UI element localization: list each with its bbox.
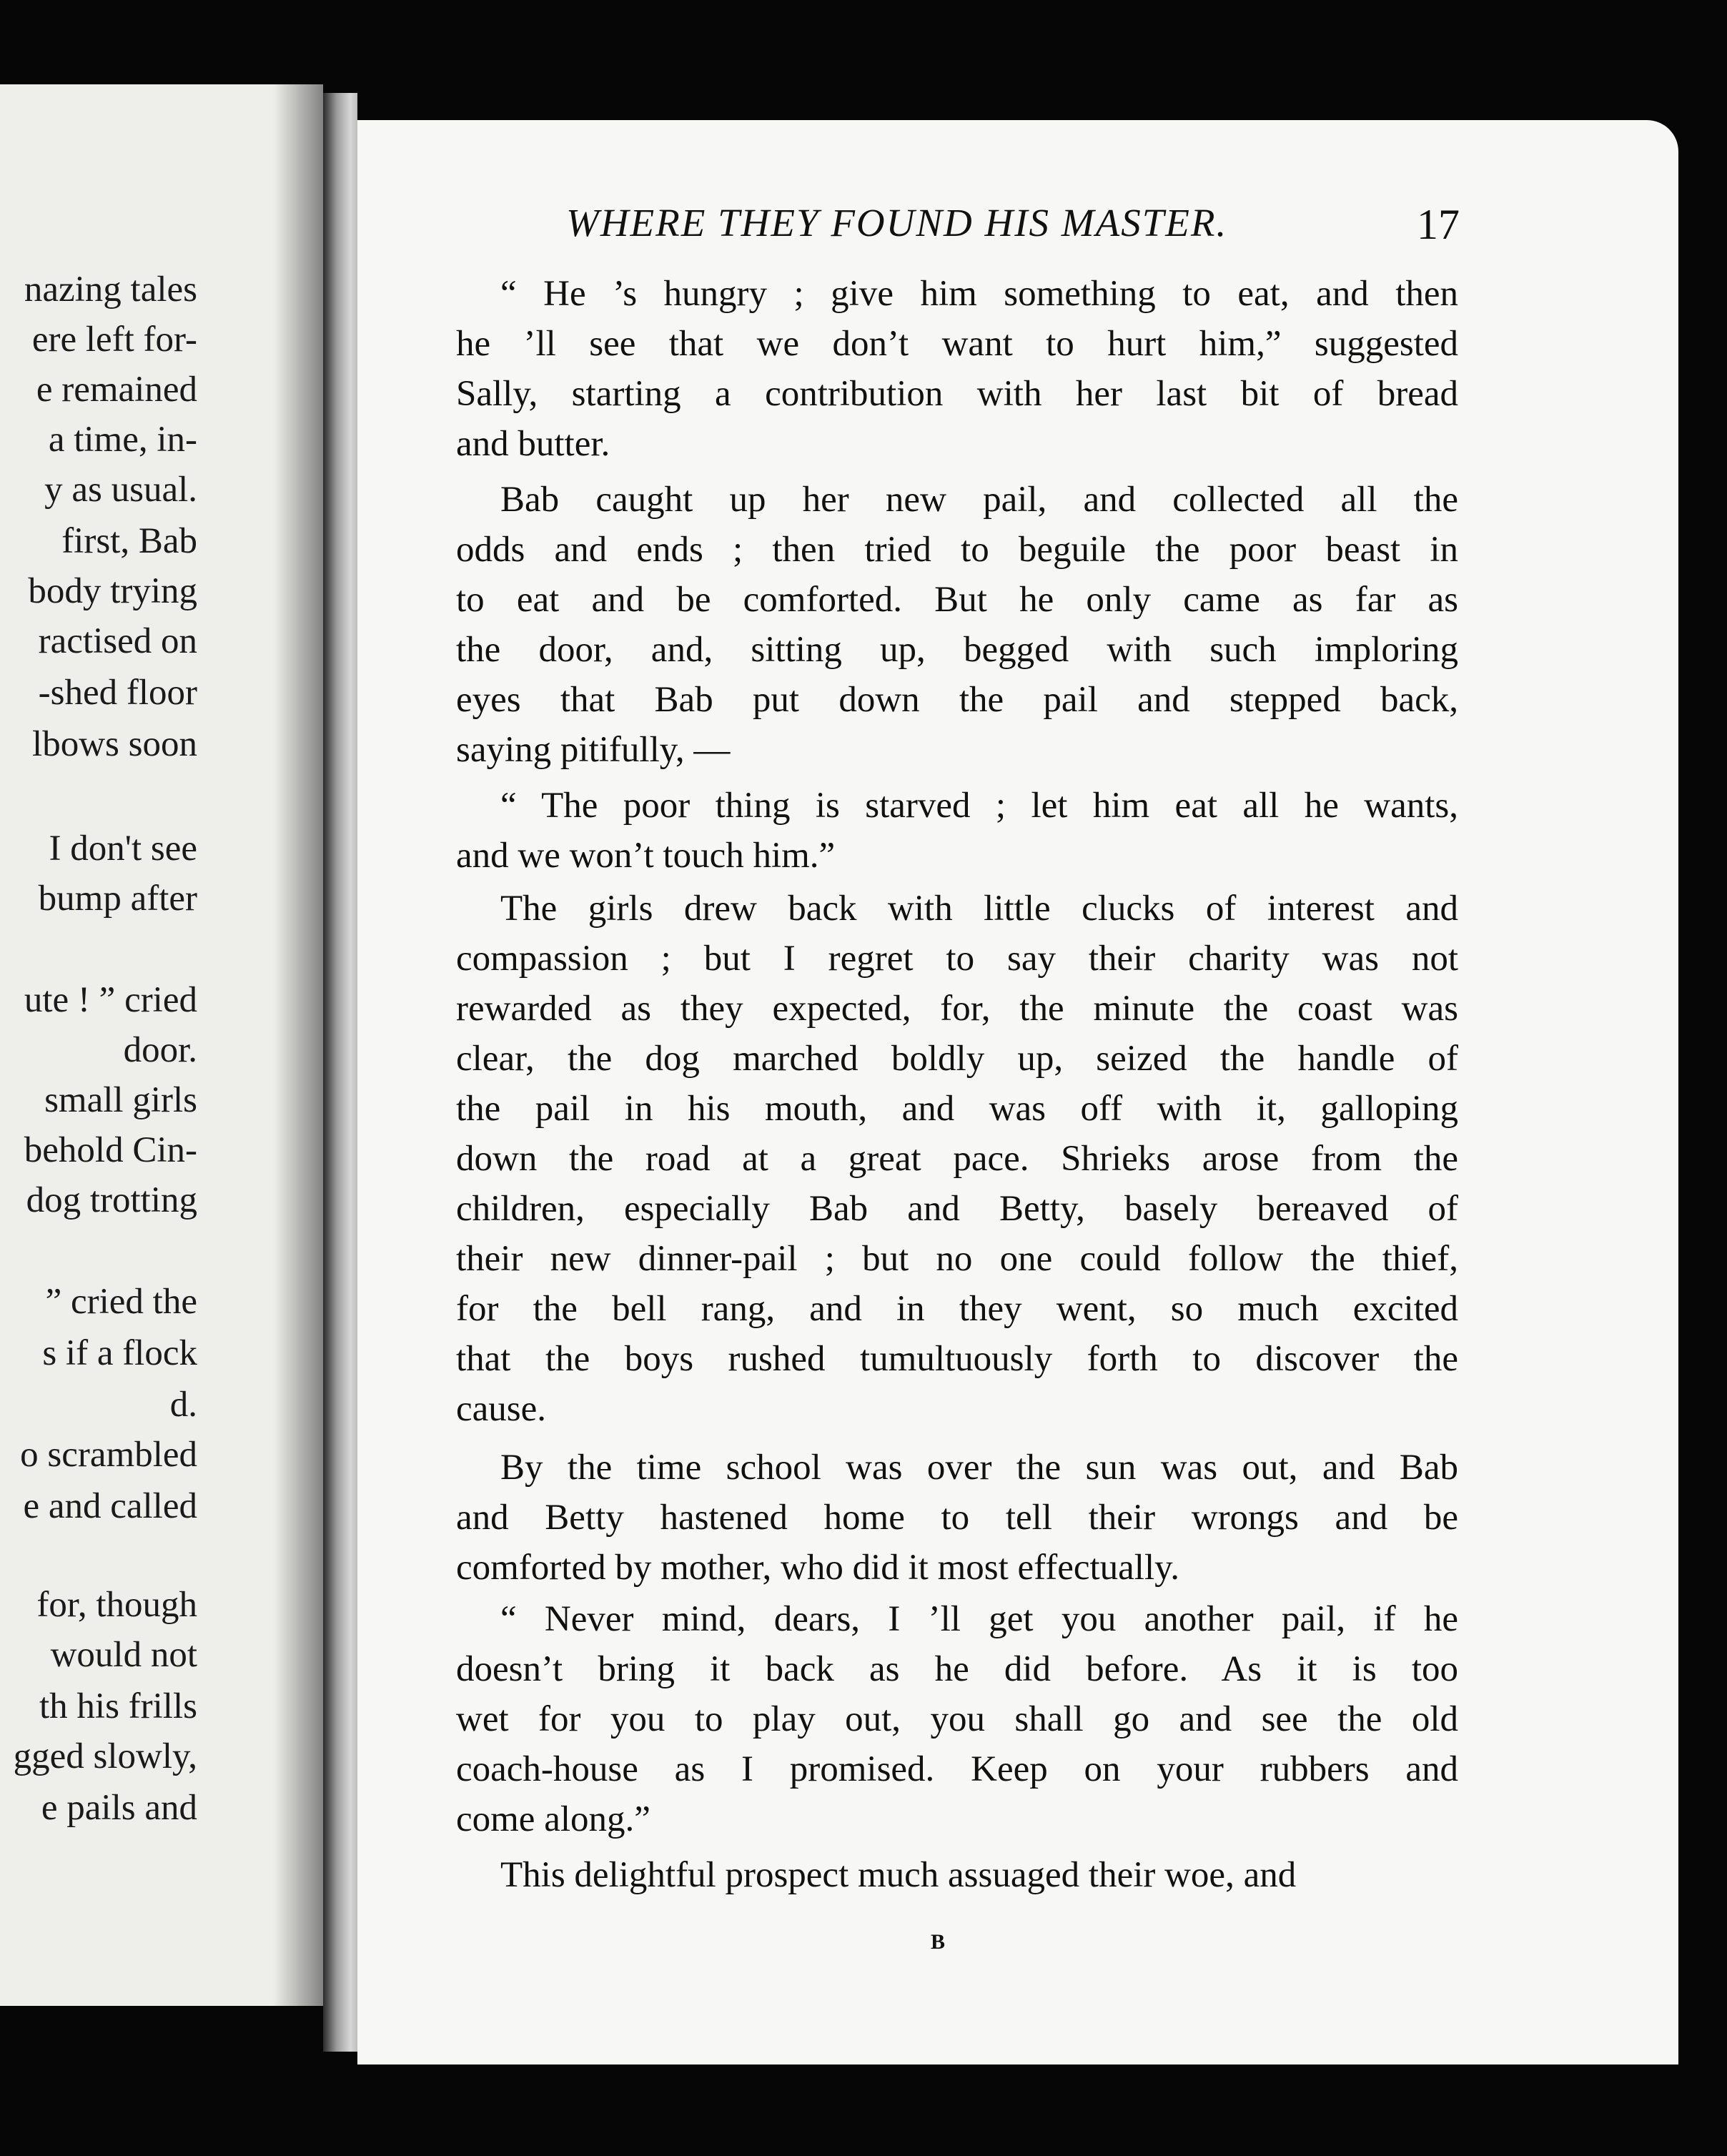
paragraph [456, 788, 1458, 888]
facing-page-line: would not [50, 1635, 197, 1675]
facing-page-line: dog trotting [26, 1180, 197, 1220]
text-line: their new dinner-pail ; but no one could follow the thief, [456, 1239, 1458, 1279]
facing-page-line: body trying [28, 571, 197, 611]
text-line: compassion ; but I regret to say their charity was not [456, 939, 1458, 979]
text-line: and butter. [456, 424, 610, 464]
facing-page-line: e pails and [41, 1788, 197, 1828]
facing-page-line: s if a flock [42, 1333, 197, 1373]
text-line: cause. [456, 1389, 547, 1429]
text-line: Sally, starting a contribution with her last bit of bread [456, 374, 1458, 414]
text-line: he ’ll see that we don’t want to hurt him,” suggested [456, 324, 1458, 364]
text-line: The girls drew back with little clucks of interest and [500, 889, 1458, 929]
facing-page-line: lbows soon [32, 724, 197, 764]
text-line: children, especially Bab and Betty, basely bereaved of [456, 1189, 1458, 1229]
text-line: doesn’t bring it back as he did before. As it is too [456, 1649, 1458, 1689]
text-line: to eat and be comforted. But he only came as far as [456, 580, 1458, 620]
text-line: “ He ’s hungry ; give him something to eat, and then [500, 274, 1458, 314]
text-line: and we won’t touch him.” [456, 836, 836, 876]
facing-page-line: y as usual. [44, 470, 197, 510]
facing-page-line: nazing tales [24, 270, 197, 310]
facing-page-line: I don't see [49, 829, 197, 869]
facing-page-line: gged slowly, [13, 1736, 197, 1776]
text-line: down the road at a great pace. Shrieks arose from the [456, 1139, 1458, 1179]
paragraph [456, 276, 1458, 476]
facing-page-line: ere left for- [31, 320, 197, 360]
facing-page-line: ute ! ” cried [24, 980, 197, 1020]
text-line: This delightful prospect much assuaged their woe, and [500, 1855, 1297, 1895]
text-line: Bab caught up her new pail, and collected all the [500, 480, 1458, 520]
facing-page-line: for, though [36, 1585, 197, 1625]
facing-page-line: small girls [44, 1080, 197, 1120]
signature-mark: B [931, 1930, 946, 1954]
text-line: that the boys rushed tumultuously forth to discover the [456, 1339, 1458, 1379]
text-line: coach-house as I promised. Keep on your rubbers and [456, 1749, 1458, 1789]
facing-page-line: behold Cin- [24, 1130, 197, 1170]
facing-page-line: a time, in- [48, 420, 197, 460]
facing-page-line: first, Bab [61, 521, 197, 561]
book-gutter [323, 93, 357, 2052]
facing-page-line: e remained [36, 370, 197, 410]
text-line: come along.” [456, 1799, 650, 1839]
text-line: clear, the dog marched boldly up, seized the handle of [456, 1039, 1458, 1079]
text-line: wet for you to play out, you shall go and see the old [456, 1699, 1458, 1739]
running-title: WHERE THEY FOUND HIS MASTER. [566, 201, 1228, 244]
text-line: eyes that Bab put down the pail and stepped back, [456, 680, 1458, 720]
facing-page-line: ” cried the [45, 1282, 197, 1322]
page-curl-shadow [273, 84, 323, 2006]
text-line: By the time school was over the sun was out, and Bab [500, 1448, 1458, 1488]
facing-page-line: bump after [38, 879, 197, 919]
text-line: comforted by mother, who did it most effectually. [456, 1548, 1180, 1588]
text-line: rewarded as they expected, for, the minute the coast was [456, 989, 1458, 1029]
text-line: “ Never mind, dears, I ’ll get you another pail, if he [500, 1599, 1458, 1639]
text-line: saying pitifully, — [456, 730, 731, 770]
paragraph [456, 1857, 1458, 1907]
text-line: odds and ends ; then tried to beguile the poor beast in [456, 530, 1458, 570]
paragraph [456, 1601, 1458, 1851]
facing-page-line: -shed floor [38, 673, 197, 713]
facing-page-line: e and called [23, 1486, 197, 1526]
facing-page-line: th his frills [39, 1686, 197, 1726]
text-line: and Betty hastened home to tell their wrongs and be [456, 1498, 1458, 1538]
facing-page-line: door. [123, 1030, 197, 1070]
text-line: the door, and, sitting up, begged with such imploring [456, 630, 1458, 670]
text-line: the pail in his mouth, and was off with it, galloping [456, 1089, 1458, 1129]
text-line: “ The poor thing is starved ; let him eat all he wants, [500, 786, 1458, 826]
facing-page-line: o scrambled [20, 1435, 197, 1475]
paragraph [456, 482, 1458, 782]
text-line: for the bell rang, and in they went, so much excited [456, 1289, 1458, 1329]
facing-page-line: d. [169, 1385, 197, 1425]
paragraph [456, 891, 1458, 1441]
facing-page-line: ractised on [38, 621, 197, 661]
paragraph [456, 1450, 1458, 1600]
running-head [566, 200, 1460, 250]
page-number: 17 [1417, 201, 1460, 248]
